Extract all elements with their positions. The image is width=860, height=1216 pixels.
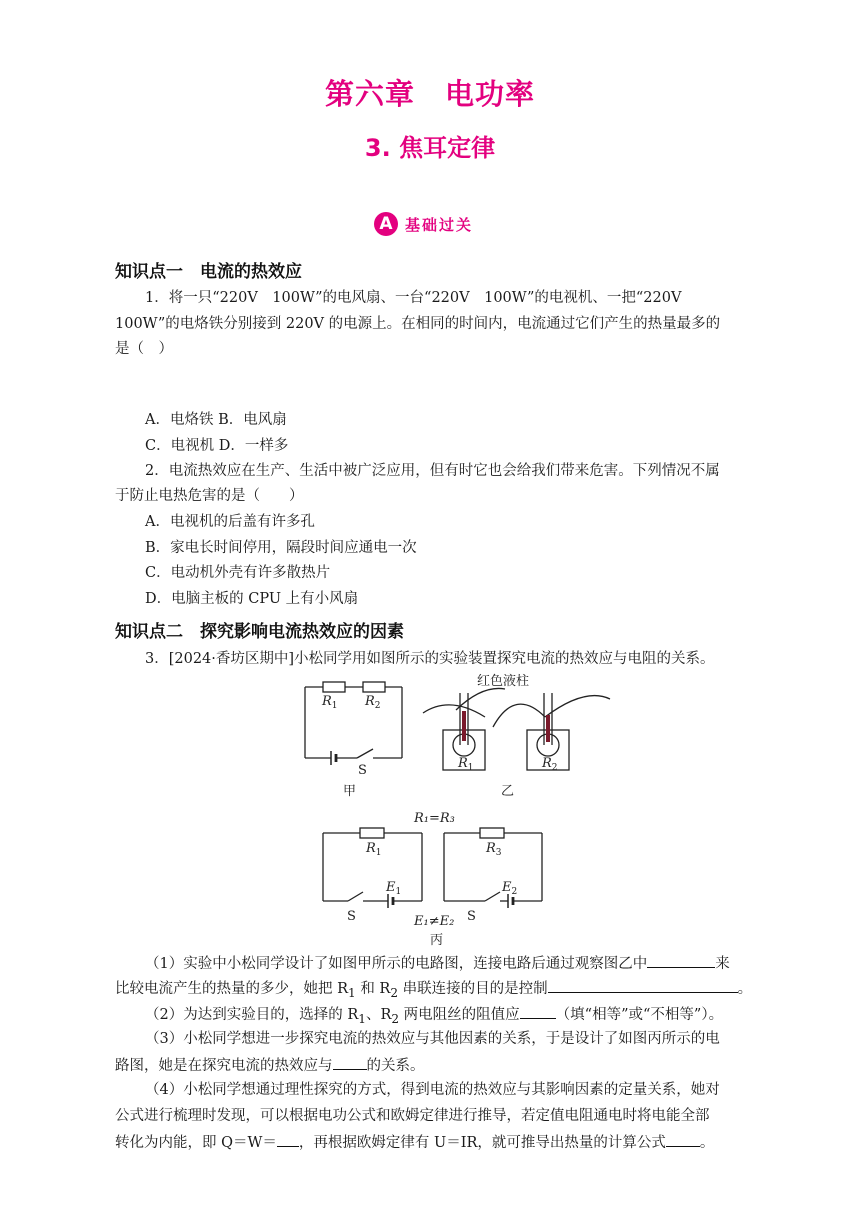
q3-part1-line1: （1）实验中小松同学设计了如图甲所示的电路图，连接电路后通过观察图乙中 来 — [145, 951, 730, 975]
label-r1-eq-r3: R₁=R₃ — [414, 811, 455, 826]
switch-icon — [485, 892, 500, 901]
q2-option-c[interactable]: C．电动机外壳有许多散热片 — [145, 565, 331, 581]
red-liquid-column-1 — [462, 711, 466, 741]
red-liquid-column-2 — [546, 715, 550, 742]
q1-line1: 1．将一只“220V 100W”的电风扇、一台“220V 100W”的电视机、一把“220V — [145, 290, 682, 306]
q3-blank-3[interactable] — [520, 1002, 556, 1019]
q1-option-d[interactable]: D．一样多 — [218, 438, 289, 454]
q3-blank-6[interactable] — [666, 1130, 700, 1147]
label-r3-bing: $R_3$ — [486, 841, 502, 858]
label-e1: $E_1$ — [386, 880, 402, 897]
figure-bing-right-circuit — [444, 828, 542, 908]
q1-options-row2 — [145, 435, 288, 457]
label-yi: 乙 — [501, 784, 515, 799]
q1-option-c[interactable]: C．电视机 — [145, 438, 215, 454]
label-r1: $R_1$ — [322, 694, 338, 711]
label-switch-bing-left: S — [347, 909, 356, 924]
lesson-title: 3. 焦耳定律 — [364, 134, 496, 162]
label-e1-neq-e2: E₁≠E₂ — [414, 914, 455, 929]
q3-blank-4[interactable] — [333, 1053, 367, 1070]
label-r2: $R_2$ — [365, 694, 381, 711]
switch-icon — [348, 892, 363, 901]
resistor-r2 — [363, 682, 385, 692]
figure-yi-apparatus — [423, 688, 610, 770]
label-r2-yi: $R_2$ — [542, 756, 558, 773]
resistor-r1-bing — [360, 828, 384, 838]
resistor-r1 — [323, 682, 345, 692]
q2-option-d[interactable]: D．电脑主板的 CPU 上有小风扇 — [145, 591, 359, 607]
q3-part1-line2: 比较电流产生的热量的多少，她把 $R_1$ 和 $R_2$ 串联连接的目的是控制 。 — [115, 976, 752, 1004]
q3-intro: 3．[2024·香坊区期中]小松同学用如图所示的实验装置探究电流的热效应与电阻的关系。 — [145, 651, 715, 667]
q1-options-row1 — [145, 409, 287, 431]
label-r1-bing: $R_1$ — [366, 841, 382, 858]
section-title-1: 知识点一 电流的热效应 — [115, 262, 302, 282]
label-switch-bing-right: S — [467, 909, 476, 924]
q1-option-b[interactable]: B．电风扇 — [218, 412, 287, 428]
q1-line3: 是（ ） — [115, 341, 173, 357]
label-switch-jia: S — [358, 763, 367, 778]
q3-blank-2[interactable] — [548, 976, 738, 993]
q2-line2: 于防止电热危害的是（ ） — [115, 488, 304, 504]
q3-experiment-figure — [290, 665, 620, 950]
q1-line2: 100W”的电烙铁分别接到 220V 的电源上。在相同的时间内，电流通过它们产生的热量最多的 — [115, 316, 721, 332]
switch-icon — [357, 749, 373, 758]
figure-bing-left-circuit — [323, 828, 422, 908]
q2-option-a[interactable]: A．电视机的后盖有许多孔 — [145, 514, 315, 530]
label-e2: $E_2$ — [502, 880, 518, 897]
chapter-title: 第六章 电功率 — [324, 77, 535, 111]
q3-part2: （2）为达到实验目的，选择的 $R_1$、$R_2$ 两电阻丝的阻值应 （填“相等”或“不相等”）。 — [145, 1002, 723, 1030]
q3-part4-line3: 转化为内能，即 Q＝W＝ ，再根据欧姆定律有 U＝IR，就可推导出热量的计算公式 。 — [115, 1130, 714, 1154]
q1-option-a[interactable]: A．电烙铁 — [145, 412, 214, 428]
label-bing: 丙 — [430, 933, 444, 948]
level-badge — [374, 212, 473, 236]
q3-blank-5[interactable] — [277, 1130, 299, 1147]
section-title-2: 知识点二 探究影响电流热效应的因素 — [115, 622, 404, 642]
q3-part3-line2: 路图，她是在探究电流的热效应与 的关系。 — [115, 1053, 425, 1077]
q2-option-b[interactable]: B．家电长时间停用，隔段时间应通电一次 — [145, 540, 417, 556]
q2-line1: 2．电流热效应在生产、生活中被广泛应用，但有时它也会给我们带来危害。下列情况不属 — [145, 463, 720, 479]
figure-jia-circuit — [305, 682, 402, 765]
label-jia: 甲 — [343, 784, 357, 799]
q3-part3-line1: （3）小松同学想进一步探究电流的热效应与其他因素的关系，于是设计了如图丙所示的电 — [145, 1031, 720, 1047]
badge-letter-icon: A — [374, 212, 398, 236]
q3-part4-line1: （4）小松同学想通过理性探究的方式，得到电流的热效应与其影响因素的定量关系，她对 — [145, 1082, 720, 1098]
q3-blank-1[interactable] — [647, 951, 715, 968]
label-r1-yi: $R_1$ — [458, 756, 474, 773]
label-red-liquid: 红色液柱 — [477, 674, 530, 689]
badge-label: 基础过关 — [405, 215, 474, 234]
resistor-r3-bing — [480, 828, 504, 838]
q3-part4-line2: 公式进行梳理时发现，可以根据电功公式和欧姆定律进行推导，若定值电阻通电时将电能全部 — [115, 1108, 710, 1124]
